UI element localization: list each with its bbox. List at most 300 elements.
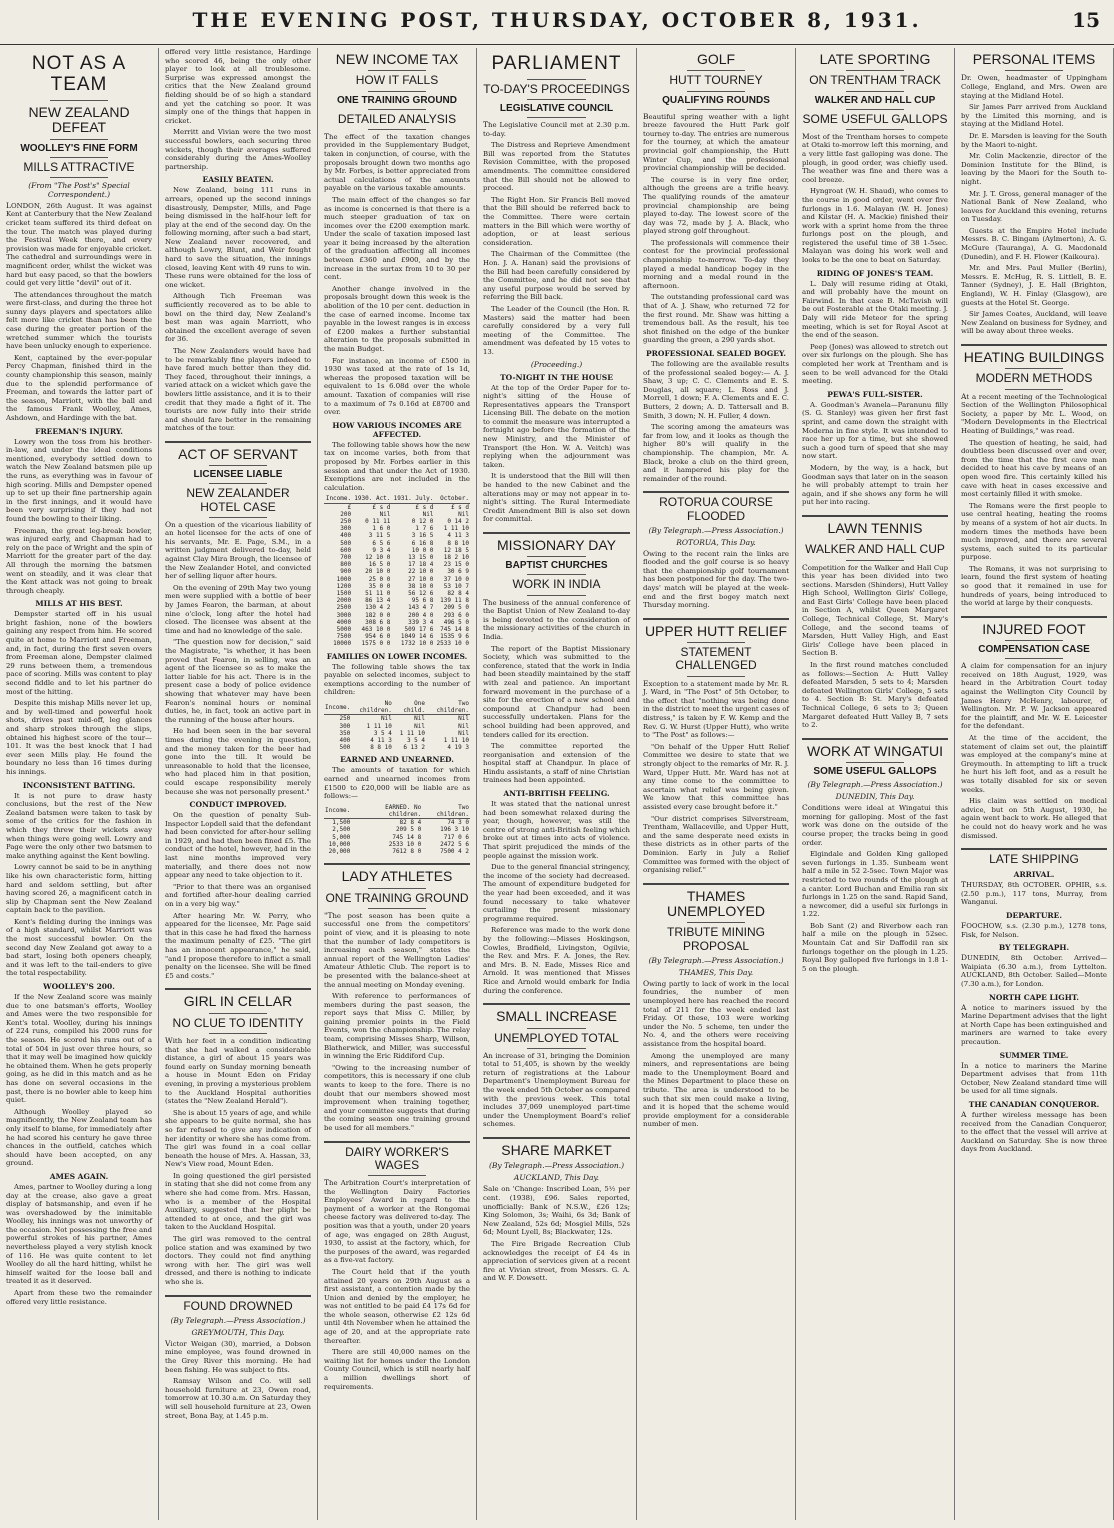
deck: MILLS ATTRACTIVE bbox=[23, 159, 135, 174]
deck: WALKER AND HALL CUP bbox=[814, 94, 936, 106]
article-personal-items bbox=[961, 52, 1107, 336]
article-lady-athletes bbox=[324, 869, 470, 1132]
headline: LATE SHIPPING bbox=[989, 852, 1079, 867]
paragraph: The New Zealanders would have had to be remarkably fine players indeed to have fared much better than they did. They faced, throughout their innings, a varied attack on a wicket which gave the bowlers little assistance, and it is to their credit that they made a fight of it. The tourists are now fully into their stride and should fare better in the remaining matches of the tour. bbox=[165, 347, 311, 433]
paragraph: Owing partly to lack of work in the local foundries, the number of men unemployed here has reached the record total of 211 for the week ended last Friday. Of these, 103 were working under the No. 5 scheme, ten under the No. 4, and the others were receiving assistance from the hospital board. bbox=[643, 978, 789, 1048]
deck: SOME USEFUL GALLOPS bbox=[813, 766, 937, 778]
table-cell: 196 3 10 bbox=[440, 826, 469, 834]
table-cell: £ s d bbox=[450, 503, 469, 511]
headline: GOLF bbox=[696, 51, 736, 67]
column-2 bbox=[159, 48, 318, 1520]
table-cell: 509 17 6 bbox=[404, 625, 434, 633]
credit: (By Telegraph.—Press Association.) bbox=[807, 780, 943, 790]
column-4 bbox=[477, 48, 637, 1520]
paragraph: Competition for the Walker and Hall Cup this year has been divided into two sections. Marsden (Shinders), Hutt Valley High School, Wellington Girls' College, and East Girls' College have been placed in Section A, whilst Queen Margaret College, Technical College, St. Mary's College, and the second teams of Marsden, Hutt Valley High, and East Girls' College have been placed in Section B. bbox=[802, 562, 948, 658]
table-row bbox=[324, 826, 470, 833]
table-row bbox=[324, 540, 470, 547]
deck: MODERN METHODS bbox=[975, 371, 1093, 386]
headline: NOT AS A TEAM bbox=[31, 53, 127, 95]
table-cell: 1 11 10 bbox=[366, 722, 392, 730]
paragraph: The Legislative Council met at 2.30 p.m. to-day. bbox=[483, 120, 630, 138]
table-cell: £ bbox=[347, 503, 352, 511]
table-row bbox=[324, 633, 470, 640]
paragraph: Exception to a statement made by Mr. R. J. Ward, in "The Post" of 5th October, to the effect that "nothing was being done in the district to meet the urgent cases of distress," is taken by F. W. Kemp and the Rev. G. W. Hurst (Upper Hutt), who write to "The Post" as follows:— bbox=[643, 678, 789, 740]
paragraph: The Court held that if the youth attained 20 years on 29th August as a first assistant, a contention made by the Union and denied by the employer, he was not entitled to be paid £4 17s 6d for the whole season, otherwise £2 12s 6d until 4th November when he attained the age of 20, and at the appropriate rate thereafter. bbox=[324, 1267, 470, 1345]
paragraph: Among the unemployed are many miners, and representations are being made to the Unemployment Board and the Mines Department to place these on tribute. The area is understood to be such that six men could make a living, and it is hoped that the scheme would provide employment for a considerable number of men. bbox=[643, 1051, 789, 1129]
table-cell: 5,000 bbox=[332, 833, 351, 841]
column-1 bbox=[0, 48, 159, 1520]
table-cell: 95 6 8 bbox=[411, 597, 434, 605]
deck: ON TRENTHAM TRACK bbox=[809, 73, 941, 88]
table-cell: 500 bbox=[340, 539, 352, 547]
earned-income-table bbox=[324, 804, 470, 855]
paragraph: The main effect of the changes so far as income is concerned is that there is a much steeper graduation of tax on incomes over the £200 exemption mark. Under the scale of taxation imposed last year it being increased by the alteration of the graduation affecting all incomes between £360 and £900, and by the increase in the surtax from 10 to 30 per cent. bbox=[324, 195, 470, 282]
headline: THAMES UNEMPLOYED bbox=[666, 887, 766, 920]
paragraph: Modern, by the way, is a hack, but Goodman says that later on in the season he will probably attempt to train her again, and if she shows any form he will put her into racing. bbox=[802, 463, 948, 507]
dateline: ROTORUA, This Day. bbox=[676, 537, 756, 547]
paragraph: A further wireless message has been received from the Canadian Conqueror, to the effect that the vessel will arrive at Auckland on Saturday. She is now three days from Auckland. bbox=[961, 1109, 1107, 1154]
table-cell: 339 3 4 bbox=[408, 618, 434, 626]
headline: PERSONAL ITEMS bbox=[972, 51, 1096, 67]
paragraph: Elgindale and Golden King galloped seven furlongs in 1.35. Sunbeam went half a mile in 52 2-5sec. Town Major was restricted to two rounds of the plough at a canter. Lord Buchan and Emilia ran six furlongs in 1.25 on the sand. Rapid Sand, a newcomer, did a useful six furlongs in 1.22. bbox=[802, 850, 948, 919]
paragraph: The course is in very fine order, although the greens are a trifle heavy. The qualifying rounds of the amateur provincial championship are being played to-day. The lowest score of the day was 72, made by J. A. Black, who played strong golf throughout. bbox=[643, 175, 789, 236]
paragraph: The report of the Baptist Missionary Society, which was submitted to the conference, stated that the work in India had been steadily maintained by the staff with zeal and patience. An important forward movement in the purchase of a site for the erection of a new school and compound at Chandpur had been successfully undertaken. Plans for the school building had been approved, and tenders called for its erection. bbox=[483, 644, 630, 739]
table-row bbox=[324, 841, 470, 848]
headline: ACT OF SERVANT bbox=[178, 445, 298, 462]
paragraph: The following table shows the tax payable on selected incomes, subject to exemptions according to the number of children: bbox=[324, 662, 470, 697]
paragraph: Reference was made to the work done by the following:—Misses Hoskingson, Cowles, Bradfield, Livingston, Ogilvie, the Rev. and Mrs. F. A. Jones, the Rev. and Mrs. B. N. Eade, Misses Rice and Arnold. It was mentioned that Misses Rice and Arnold would embark for India during the conference. bbox=[483, 926, 630, 995]
divider bbox=[165, 988, 311, 990]
paragraph: After hearing Mr. W. Perry, who appeared for the licensee, Mr. Page said that in this case he had fixed the harness the maximum penalty of £25. "The girl has an innocent appearance," he said, "and I propose therefore to inflict a small penalty on the licensee. She will be fined £5 and costs." bbox=[165, 911, 311, 980]
paragraph: Despite this mishap Mills never let up, and by well-timed and powerful hook shots, drives past mid-off, leg glances and sharp strokes through the slips, obtained his highest score of the tour—101. It was the best knock that I had ever seen Mills play. He found the boundary no less than 16 times during his innings. bbox=[6, 699, 152, 776]
table-cell: 308 6 8 bbox=[365, 618, 391, 626]
table-cell: 3 5 4 bbox=[406, 736, 426, 744]
table-cell: 293 6 0 bbox=[443, 611, 469, 619]
article-upper-hutt-relief bbox=[643, 624, 789, 875]
paragraph: The Leader of the Council (the Hon. R. Masters) said the matter had been carefully considered by a very full meeting of the Committee. The amendment was defeated by 15 votes to 13. bbox=[483, 304, 630, 356]
divider bbox=[643, 883, 789, 885]
paragraph: "Prior to that there was an organised and fortified after-hour dealing carried on in a very big way." bbox=[165, 882, 311, 909]
table-cell: 8 8 10 bbox=[370, 744, 392, 752]
table-row bbox=[324, 834, 470, 841]
family-tax-table bbox=[324, 700, 470, 751]
article-share-market bbox=[483, 1143, 630, 1283]
table-header-cell: No children. bbox=[351, 700, 393, 715]
article-missionary-day bbox=[483, 538, 630, 995]
deck: WORK IN INDIA bbox=[512, 577, 601, 592]
table-row bbox=[324, 612, 470, 619]
table-cell: 10000 bbox=[333, 640, 352, 648]
paragraph: The Right Hon. Sir Francis Bell moved that the Bill should be referred back to the Committee. There were certain matters in the Bill which were worthy of adoption, or at least serious consideration. bbox=[483, 195, 630, 247]
deck: LICENSEE LIABLE bbox=[193, 469, 283, 481]
subheading: THE CANADIAN CONQUEROR. bbox=[968, 1099, 1100, 1109]
table-cell: 7500 bbox=[336, 633, 352, 641]
subheading: RIDING OF JONES'S TEAM. bbox=[816, 268, 934, 278]
table-cell: 1 11 10 bbox=[399, 729, 426, 737]
table-cell: 130 4 2 bbox=[365, 604, 391, 612]
table-cell: 1732 10 0 bbox=[400, 640, 434, 648]
divider bbox=[483, 1003, 630, 1005]
column-7 bbox=[955, 48, 1114, 1520]
table-cell: 500 bbox=[339, 744, 351, 752]
subheading: MILLS AT HIS BEST. bbox=[35, 599, 123, 609]
paragraph: It was stated that the national unrest had been somewhat relaxed during the year, though, however, was still the centre of strong anti-British feeling which broke out at times into acts of violence. That spirit prejudiced the minds of the people against the mission work. bbox=[483, 800, 630, 860]
paragraph: The Romans were the first people to use central heating, heating the rooms by means of a system of hot air ducts. In modern times the methods have been much improved, and there are several systems, each suited to its particular purpose. bbox=[961, 501, 1107, 562]
headline: PARLIAMENT bbox=[491, 53, 622, 74]
divider bbox=[324, 1141, 470, 1143]
column-6 bbox=[796, 48, 955, 1520]
divider bbox=[483, 532, 630, 534]
table-row bbox=[324, 848, 470, 855]
table-header-cell: One child. bbox=[393, 700, 426, 715]
paragraph: Guests at the Empire Hotel include Messrs. B. C. Bingam (Aylmerton), A. G. McGure (Tauranga), A. G. Macdonald (Dunedin), and F. H. Flower (Kaikoura). bbox=[961, 226, 1107, 261]
paragraph: "Our district comprises Silverstream, Trentham, Wallaceville, and Upper Hutt, and the same desperate need exists in these districts as in other parts of the Dominion. Early in July a Relief Committee was formed with the object of organising relief." bbox=[643, 814, 789, 875]
table-cell: Nil bbox=[458, 715, 469, 723]
paragraph: On the question of penalty Sub-Inspector Lopdell said that the defendant had been convicted for after-hour selling in 1929, and had then been fined £5. The conduct of the hotel, however, had in the last nine months improved very materially, and there does not now appear any need to take objection to it. bbox=[165, 811, 311, 880]
paragraph: The Fire Brigade Recreation Club acknowledges the receipt of £4 4s in appreciation of services given at a recent fire at Vivian street, from Messrs. G. A. and W. F. Dowsett. bbox=[483, 1240, 630, 1283]
table-cell: 2500 bbox=[336, 604, 352, 612]
dateline: GREYMOUTH, This Day. bbox=[191, 1327, 285, 1337]
article-thames-unemployed bbox=[643, 889, 789, 1129]
deck: LEGISLATIVE COUNCIL bbox=[499, 103, 614, 115]
table-cell: 56 12 6 bbox=[408, 589, 434, 597]
table-header-cell: 1931. July. bbox=[391, 495, 434, 503]
paragraph: On a question of the vicarious liability of an hotel licensee for the acts of one of his servants, Mr. E. Page, S.M., in a written judgment delivered to-day, held against Clay Mira Brough, the licensee of the New Zealander Hotel, and convicted her of selling liquor after hours. bbox=[165, 519, 311, 581]
table-cell: 22 10 0 bbox=[408, 568, 434, 576]
paragraph: Lowry cannot be said to be in anything like his own characteristic form, hitting hard and seldom settling, but after having scored 26, a magnificent catch in slip by Chapman sent the New Zealand captain back to the pavilion. bbox=[6, 863, 152, 915]
table-cell: Nil bbox=[458, 510, 469, 518]
table-cell: 200 bbox=[340, 510, 352, 518]
paragraph: Dr. Owen, headmaster of Uppingham College, England, and Mrs. Owen are staying at the Midland Hotel. bbox=[961, 73, 1107, 100]
paragraph: There are still 40,000 names on the waiting list for homes under the London County Council, which is still nearly half a million dwellings short of requirements. bbox=[324, 1348, 470, 1391]
paragraph: The scoring among the amateurs was far from low, and it looks as though the higher 80's will qualify in the championship. The champion, Mr. A. Black, broke a club on the third green, and it hampered his play for the remainder of the round. bbox=[643, 423, 789, 483]
article-late-sporting bbox=[802, 52, 948, 507]
table-cell: 1535 9 6 bbox=[440, 633, 469, 641]
subheading: FAMILIES ON LOWER INCOMES. bbox=[326, 651, 468, 661]
table-cell: 209 5 0 bbox=[395, 826, 422, 834]
dateline: THAMES, This Day. bbox=[678, 967, 754, 977]
table-header-cell: Two children. bbox=[422, 804, 470, 819]
article-girl-in-cellar bbox=[165, 994, 311, 1286]
dateline: DUNEDIN, This Day. bbox=[835, 792, 915, 802]
table-cell: 143 4 7 bbox=[408, 604, 434, 612]
table-row bbox=[324, 561, 470, 568]
paragraph: LONDON, 26th August. It was against Kent at Canterbury that the New Zealand cricket team suffered its third defeat on the tour. The match was played during the Festival Week there, and every provision was made for enjoyable cricket. The cathedral and surroundings were in magnificent order, whilst the wicket was hard but easy paced, so that the bowlers could get very little "devil" out of it. bbox=[6, 200, 152, 288]
paragraph: It is not pure to draw hasty conclusions, but the rest of the New Zealand batsmen were taken to task by some of the critics for the fashion in which they threw their wickets away when things were going well. Lowry and Page were the only other two batsmen to make anything against the Kent bowling. bbox=[6, 791, 152, 860]
table-cell: 20,000 bbox=[328, 847, 351, 855]
article-dairy-worker bbox=[324, 1146, 470, 1392]
paragraph: Sir James Coates, Auckland, will leave New Zealand on business for Sydney, and will be away about three weeks. bbox=[961, 310, 1107, 336]
table-cell: £ s d bbox=[372, 503, 391, 511]
credit: (By Telegraph.—Press Association.) bbox=[170, 1315, 306, 1325]
table-cell: 7500 4 2 bbox=[440, 847, 469, 855]
paragraph: The committee reported the reorganisation and extension of the hospital staff at Chandpur. In place of Hindu assistants, a staff of nine Christian trainees had been appointed. bbox=[483, 742, 630, 785]
table-row bbox=[324, 590, 470, 597]
paragraph: Owing to the recent rain the links are flooded and the golf course is so heavy that the championship golf tournament has been postponed for the day. The two-days' match will be played at the week-end and the first bogey match next Thursday morning. bbox=[643, 548, 789, 610]
paragraph: With reference to performances of members during the past season, the report says that Miss C. Miller, by gaining premier points in the Field Events, won the championship. The relay team, comprising Misses Sharp, Willson, Blatherwick, and Miller, was successful in winning the Eric Riddiford Cup. bbox=[324, 992, 470, 1061]
table-header-cell: October. bbox=[434, 495, 470, 503]
paragraph: Conditions were ideal at Wingatui this morning for galloping. Most of the fast work was done on the outside of the course proper, the tracks being in good order. bbox=[802, 803, 948, 847]
headline: WORK AT WINGATUI bbox=[806, 742, 944, 759]
paragraph: Freeman, the great leg-break bowler, was injured early, and Chapman had to rely on the pace of Wright and the spin of Marriott for the greater part of the day. All through the morning the batsmen went on steadily, and it was clear that the Kent attack was not going to break through cheaply. bbox=[6, 526, 152, 595]
table-cell: 3 16 5 bbox=[411, 532, 434, 540]
paragraph: An increase of 31, bringing the Dominion total to 51,405, is shown by the weekly return of registrations at the Labour Department's Unemployment Bureau for the week ended 5th October as compared with the previous week. This total includes 37,069 unemployed part-time under the Unemployment Board's relief schemes. bbox=[483, 1050, 630, 1129]
table-cell: 74 3 0 bbox=[447, 819, 469, 827]
deck: SOME USEFUL GALLOPS bbox=[802, 111, 948, 126]
table-header-cell: EARNED. No children. bbox=[351, 804, 422, 819]
table-cell: 1200 bbox=[336, 582, 352, 590]
headline: INJURED FOOT bbox=[982, 620, 1086, 637]
headline: DAIRY WORKER'S WAGES bbox=[345, 1144, 449, 1172]
table-cell: 400 bbox=[340, 532, 352, 540]
table-cell: 7612 8 0 bbox=[392, 847, 422, 855]
table-row bbox=[324, 819, 470, 827]
table-cell: 1 6 0 bbox=[372, 525, 391, 533]
paragraph: A claim for compensation for an injury received on 18th August, 1929, was heard in the Arbitration Court today against the Wellington City Council by James Henry McHenry, labourer, of Wellington. Mr. P. W. Jackson appeared for the plaintiff, and Mr. W. E. Leicester for the defendant. bbox=[961, 661, 1107, 731]
table-row bbox=[324, 723, 470, 730]
headline: SMALL INCREASE bbox=[496, 1008, 617, 1025]
paragraph: The girl was removed to the central police station and was examined by two doctors. They could not find anything wrong with her. The girl was well dressed, and there is nothing to indicate who she is. bbox=[165, 1235, 311, 1286]
paragraph: Merritt and Vivian were the two most successful bowlers, each securing three wickets, though their averages suffered considerably during the Ames-Woolley partnership. bbox=[165, 128, 311, 171]
paragraph: On the evening of 29th May two young men were supplied with a bottle of beer by James Fearon, the barman, at about nine o'clock, long after the hotel had closed. The licensee was absent at the time and had no knowledge of the sale. bbox=[165, 583, 311, 635]
table-cell: 82 8 4 bbox=[447, 589, 469, 597]
article-act-of-servant bbox=[165, 447, 311, 980]
subheading: NORTH CAPE LIGHT. bbox=[988, 992, 1080, 1002]
subheading: ANTI-BRITISH FEELING. bbox=[503, 789, 610, 799]
table-cell: Nil bbox=[379, 510, 391, 518]
headline: MISSIONARY DAY bbox=[496, 537, 617, 554]
subheading: BY TELEGRAPH. bbox=[998, 943, 1070, 953]
table-header-cell: 1930. Act. bbox=[352, 495, 391, 503]
paragraph: DUNEDIN, 8th October. Arrived—Waipiata (6.30 a.m.), from Lyttelton. AUCKLAND, 8th October. Sailed—Monte (7.30 a.m.), for London. bbox=[961, 953, 1107, 989]
table-cell: 2533 10 0 bbox=[436, 640, 469, 648]
article-heating-buildings bbox=[961, 350, 1107, 608]
table-cell: 209 5 0 bbox=[443, 604, 469, 612]
table-cell: 6 16 8 bbox=[411, 539, 434, 547]
deck: BAPTIST CHURCHES bbox=[505, 560, 608, 572]
table-row bbox=[324, 744, 470, 751]
credit: (By Telegraph.—Press Association.) bbox=[488, 1161, 625, 1171]
subheading: CONDUCT IMPROVED. bbox=[189, 800, 287, 810]
paragraph: At a recent meeting of the Technological Section of the Wellington Philosophical Society, a paper by Mr. L. Wood, on "Modern Developments in the Electrical Heating of Buildings," was read. bbox=[961, 391, 1107, 435]
table-cell: 1 11 10 bbox=[443, 736, 469, 744]
table-cell: 51 11 0 bbox=[365, 589, 391, 597]
table-cell: 35 0 0 bbox=[368, 582, 391, 590]
divider bbox=[324, 863, 470, 865]
subheading: AMES AGAIN. bbox=[49, 1171, 109, 1181]
paragraph: Dempster started off in his usual bright fashion, none of the bowlers gaining any respect from him. He scored quite at home to Marriott and Freeman, and, in fact, during the first seven overs from Freeman alone, Dempster claimed 29 runs between them, a tremendous pace of scoring. Mills was content to play second fiddle and to let his partner do most of the hitting. bbox=[6, 610, 152, 696]
paragraph: Bob Sant (2) and Riverbow each ran half a mile on the plough in 52sec. Mountain Cat and Sir Daffodil ran six furlongs together on the plough in 1.25. Royal Boy galloped five furlongs in 1.8 1-5 on the plough. bbox=[802, 921, 948, 973]
paragraph: Dr. E. Marsden is leaving for the South by the Maori to-night. bbox=[961, 131, 1107, 149]
article-parliament bbox=[483, 54, 630, 524]
paragraph: The following are the available results of the professional sealed bogey:— A. J. Shaw, 3 up; C. C. Clements and E. S. Douglas, all square; L. Ross and J. Morrell, 1 down; F. A. Clements and E. C. Butters, 2 down; A. D. Tattersall and B. Smith, 3 down; N. H. Fuller, 4 down. bbox=[643, 360, 789, 420]
table-cell: 2472 5 6 bbox=[440, 840, 469, 848]
table-row bbox=[324, 576, 470, 583]
table-cell: 10 0 0 bbox=[411, 546, 434, 554]
column-3 bbox=[318, 48, 477, 1520]
headline: FOUND DROWNED bbox=[183, 1298, 293, 1313]
paragraph: Sir James Parr arrived from Auckland by the Limited this morning, and is staying at the Midland Hotel. bbox=[961, 103, 1107, 129]
subheading: ARRIVAL. bbox=[1013, 870, 1055, 880]
paragraph: "The question now for decision," said the Magistrate, "is whether, it has been proved that Fearon, in selling, was an agent of the licensee so as to make the latter liable for his act. There is in the present case a body of police evidence showing that whatever may have been Fearon's nominal hours or nominal duties, he, in fact, took an active part in the running of the house after hours. bbox=[165, 638, 311, 724]
table-cell: 2,500 bbox=[332, 826, 351, 834]
table-cell: Nil bbox=[458, 722, 469, 730]
divider bbox=[802, 738, 948, 740]
table-row bbox=[324, 737, 470, 744]
paragraph: Hyngroat (W. H. Shaud), who comes to the course in good order, went over five furlongs in 1.6. Malayan (W. H. Jones) and Kilstar (H. A. Mackie) finished their work with a sprint home from the three furlongs post on the plough, and registered the useful time of 38 1-5sec. Malayan was doing his work well and looks to be the one to beat on Saturday. bbox=[802, 187, 948, 265]
deck: WOOLLEY'S FINE FORM bbox=[20, 142, 138, 154]
paragraph: The question of heating, he said, had doubtless been discussed over and over, from the time that the first cave man decided to heat his cave by means of an open wood fire. This certainly killed his cave with heat in cases excessive and most certainly filled it with smoke. bbox=[961, 438, 1107, 499]
paragraph: THURSDAY, 8th OCTOBER. OPHIR, s.s. (2.50 p.m.), 117 tons, Murray, from Wanganui. bbox=[961, 880, 1107, 907]
headline: ROTORUA COURSE FLOODED bbox=[659, 495, 773, 523]
table-cell: 10,000 bbox=[328, 840, 351, 848]
table-cell: 250 bbox=[339, 715, 351, 723]
divider bbox=[961, 616, 1107, 618]
subheading: PROFESSIONAL SEALED BOGEY. bbox=[646, 349, 786, 359]
deck: DETAILED ANALYSIS bbox=[337, 111, 457, 126]
subheading: DEPARTURE. bbox=[1006, 911, 1062, 921]
table-row bbox=[324, 626, 470, 633]
article-rotorua-course bbox=[643, 496, 789, 610]
paragraph: Peep (Jones) was allowed to stretch out over six furlongs on the plough. She has completed her work at Trentham and is seen to be well advanced for the Otaki meeting. bbox=[802, 342, 948, 386]
table-cell: 463 10 0 bbox=[361, 625, 391, 633]
table-header-cell: Two children. bbox=[426, 700, 470, 715]
paragraph: Kent's fielding during the innings was of a high standard, whilst Marriott was the most successful bowler. On the second day New Zealand got away to a bad start, losing both openers cheaply, and it was left to the tail-enders to give the total respectability. bbox=[6, 917, 152, 978]
paragraph: Lowry won the toss from his brother-in-law, and under the ideal conditions mentioned, everybody settled down to watch the New Zealand batsmen pile up the runs, as everything was in favour of high scoring. Mills and Dempster opened up to set up their fine partnership again in the first innings, and it would have been very surprising if they had not found the bowling to their liking. bbox=[6, 437, 152, 523]
deck: COMPENSATION CASE bbox=[978, 644, 1090, 656]
table-cell: 9 3 4 bbox=[372, 546, 391, 554]
table-cell: 1 7 6 bbox=[415, 525, 434, 533]
headline: NEW INCOME TAX bbox=[335, 51, 459, 67]
subheading: EASILY BEATEN. bbox=[202, 175, 274, 185]
table-cell: 4 19 3 bbox=[447, 744, 469, 752]
deck: TRIBUTE MINING PROPOSAL bbox=[667, 925, 765, 953]
table-row bbox=[324, 715, 470, 723]
table-cell: Nil bbox=[458, 729, 469, 737]
table-cell: 600 bbox=[340, 546, 352, 554]
table-cell: £ s d bbox=[415, 503, 434, 511]
table-cell: 745 14 8 bbox=[392, 833, 422, 841]
article-late-shipping bbox=[961, 853, 1107, 1154]
table-cell: 86 13 4 bbox=[365, 597, 391, 605]
paragraph: In a notice to mariners the Marine Department advises that from 11th October, New Zealand standard time will be used for all time signals. bbox=[961, 1060, 1107, 1096]
divider bbox=[643, 491, 789, 493]
table-cell: 717 0 6 bbox=[443, 833, 469, 841]
paragraph: She is about 15 years of age, and while she appears to be quite normal, she has so far refused to give any indication of her identity or where she has come from. The girl was found in a coal cellar beneath the house of Mrs. A. Hassan, 33, New's View road, Mount Eden. bbox=[165, 1108, 311, 1169]
paragraph: The outstanding professional card was that of A. J. Shaw, who returned 72 for the first round. Mr. Shaw was hitting a tremendous ball. As the result, his tee shot finished on the edge of the bunker guarding the green, a 290 yards shot. bbox=[643, 293, 789, 345]
paragraph: A. Goodman's Avanela—Paranunu filly (S. G. Stanley) was given her first fast sprint, and came down the straight with Moderna in fine style. It was intended to race her up for a time, but she showed such a good turn of speed that she may now start. bbox=[802, 400, 948, 461]
table-cell: 5000 bbox=[336, 625, 352, 633]
headline: LATE SPORTING bbox=[819, 51, 931, 67]
paragraph: For instance, an income of £500 in 1930 was taxed at the rate of 1s 1d, whereas the proposed taxation will be equivalent to 1s 6.08d over the whole amount. Taxation of companies will rise to a maximum of 7s 0.16d at £8700 and over. bbox=[324, 356, 470, 417]
table-cell: 800 bbox=[340, 561, 352, 569]
deck: NEW ZEALAND DEFEAT bbox=[28, 103, 130, 136]
table-row bbox=[324, 640, 470, 647]
table-header-cell: Income. bbox=[324, 804, 351, 819]
table-cell: 0 12 0 bbox=[411, 517, 434, 525]
income-tax-table bbox=[324, 495, 470, 647]
headline: UPPER HUTT RELIEF bbox=[644, 622, 788, 639]
table-cell: 12 18 5 bbox=[443, 546, 469, 554]
table-cell: 12 10 0 bbox=[365, 553, 391, 561]
paragraph: Beautiful spring weather with a light breeze favoured the Hutt Park golf tourney to-day. The entries are numerous for the tourney, at which the amateur provincial golf championship, the Hutt Winter Cup, and the professional provincial championship will be decided. bbox=[643, 111, 789, 173]
headline: SHARE MARKET bbox=[501, 1142, 612, 1159]
paragraph: New Zealand, being 111 runs in arrears, opened up the second innings disastrously, Dempster, Mills, and Page being dismissed in the half-hour left for play at the end of the second day. On the following morning, after such a bad start, New Zealand never recovered, and although Lowry, Blunt, and Weir fought hard to save the situation, the innings closed, leaving Kent with 49 runs to win. These runs were obtained for the loss of one wicket. bbox=[165, 186, 311, 289]
divider bbox=[961, 344, 1107, 346]
paragraph: L. Daly will resume riding at Otaki, and will probably have the mount on Fairwind. In that case B. McTavish will be out Fosterable at the Otaki meeting. J. Daly will ride Meteor for the spring meeting, which is set for Royal Ascot at the end of the season. bbox=[802, 279, 948, 340]
table-cell: 900 bbox=[340, 568, 352, 576]
paragraph: Mr. and Mrs. Paul Muller (Berlin), Messrs. E. McHug, R. S. Littlell, B. E. Tanner (Sydney), J. E. Hall (Brighton, England), W. H. Finlay (Glasgow), are guests at the Hotel St. George. bbox=[961, 264, 1107, 307]
table-cell: 300 bbox=[339, 722, 351, 730]
deck: WALKER AND HALL CUP bbox=[805, 542, 945, 557]
table-cell: 38 10 0 bbox=[408, 582, 434, 590]
table-cell: 8 8 10 bbox=[447, 539, 469, 547]
credit: (From "The Post's" Special Correspondent.) bbox=[28, 180, 130, 199]
credit: (By Telegraph.—Press Association.) bbox=[648, 955, 784, 965]
subheading: FREEMAN'S INJURY. bbox=[35, 426, 123, 436]
paragraph: The amounts of taxation for which earned and unearned incomes from £1500 to £20,000 will be liable are as follows:— bbox=[324, 766, 470, 801]
table-row bbox=[324, 547, 470, 554]
subheading: EARNED AND UNEARNED. bbox=[340, 755, 454, 765]
paragraph: The professionals will commence their contest for the provincial professional championship to-morrow. To-day they played a medal handicap bogey in the morning and a medal round in the afternoon. bbox=[643, 238, 789, 290]
table-cell: 200 4 0 bbox=[408, 611, 434, 619]
table-cell: 1500 bbox=[336, 589, 352, 597]
table-row bbox=[324, 583, 470, 590]
table-row bbox=[324, 511, 470, 518]
deck: NO CLUE TO IDENTITY bbox=[172, 1015, 304, 1030]
deck: STATEMENT CHALLENGED bbox=[675, 645, 757, 673]
credit: (By Telegraph.—Press Association.) bbox=[648, 525, 784, 535]
paragraph: Ames, partner to Woolley during a long day at the crease, also gave a great display of batsmanship, and even if he was overshadowed by the inimitable Woolley, his innings was not unworthy of the occasion. Not possessing the free and powerful strokes of his partner, Ames nevertheless played a very stylish knock of 116. He was quite content to let Woolley do all the hard hitting, whilst he himself waited for the loose ball and treated it as it deserved. bbox=[6, 1182, 152, 1286]
table-cell: 6 5 6 bbox=[372, 539, 391, 547]
table-row bbox=[324, 597, 470, 604]
table-cell: 496 5 0 bbox=[443, 618, 469, 626]
table-cell: 37 10 0 bbox=[443, 575, 469, 583]
paragraph: At the top of the Order Paper for to-night's sitting of the House of Representatives appears the Transport Licensing Bill. The debate on the motion to commit the measure was interrupted a fortnight ago before the formation of the new Ministry, and the Minister of Transport (the Hon. W. A. Veitch) was replying when the adjournment was taken. bbox=[483, 383, 630, 469]
paragraph: In going questioned the girl persisted in stating that she did not come from any where she had come from. Mrs. Hassan, who is a member of the Hospital Auxiliary, suggested that her plight be attended to at once, and the girl was taken to the Auckland Hospital. bbox=[165, 1171, 311, 1232]
table-cell: Nil bbox=[414, 722, 426, 730]
table-cell: 182 0 0 bbox=[365, 611, 391, 619]
table-cell: 300 bbox=[340, 525, 352, 533]
paragraph: His claim was settled on medical advice, but on 5th August, 1930, he again went back to work. He alleged that he could not do heavy work and he was dismissed. bbox=[961, 797, 1107, 840]
divider bbox=[165, 441, 311, 443]
table-row bbox=[324, 730, 470, 737]
table-cell: 250 bbox=[340, 517, 352, 525]
table-header-cell: Income. bbox=[324, 700, 351, 715]
table-cell: 139 11 8 bbox=[440, 597, 469, 605]
article-small-increase bbox=[483, 1009, 630, 1129]
paragraph: Kent, captained by the ever-popular Percy Chapman, finished third in the county championship this season, mainly due to the splendid performance of Freeman, and towards the latter part of the season, Marriott, with the ball and the famous Frank Woolley, Ames, Ashdown, and Hardinge with the bat. bbox=[6, 353, 152, 422]
table-cell: 0 14 2 bbox=[447, 517, 469, 525]
subheading: WOOLLEY'S 200. bbox=[43, 982, 115, 992]
divider bbox=[643, 618, 789, 620]
paragraph: He had been seen in the bar several times during the evening in question, and the money taken for the beer had gone into the till. It would be unreasonable to hold that the licensee, who had placed him in that position, could escape responsibility merely because she was not personally present." bbox=[165, 727, 311, 796]
paragraph: The business of the annual conference of the Baptist Union of New Zealand to-day is being devoted to the consideration of the missionary activities of the church in India. bbox=[483, 597, 630, 641]
table-cell: 53 10 7 bbox=[443, 582, 469, 590]
table-row bbox=[324, 525, 470, 532]
table-header-cell: Income. bbox=[325, 495, 352, 503]
table-row bbox=[324, 619, 470, 626]
table-row bbox=[324, 568, 470, 575]
article-lawn-tennis bbox=[802, 521, 948, 730]
table-cell: 23 15 0 bbox=[443, 561, 469, 569]
table-cell: 1,500 bbox=[332, 819, 351, 827]
table-cell: 2000 bbox=[336, 597, 352, 605]
table-cell: 18 2 10 bbox=[443, 553, 469, 561]
dateline: AUCKLAND, This Day. bbox=[513, 1173, 600, 1183]
table-cell: 1000 bbox=[336, 575, 352, 583]
table-cell: 350 bbox=[339, 729, 351, 737]
